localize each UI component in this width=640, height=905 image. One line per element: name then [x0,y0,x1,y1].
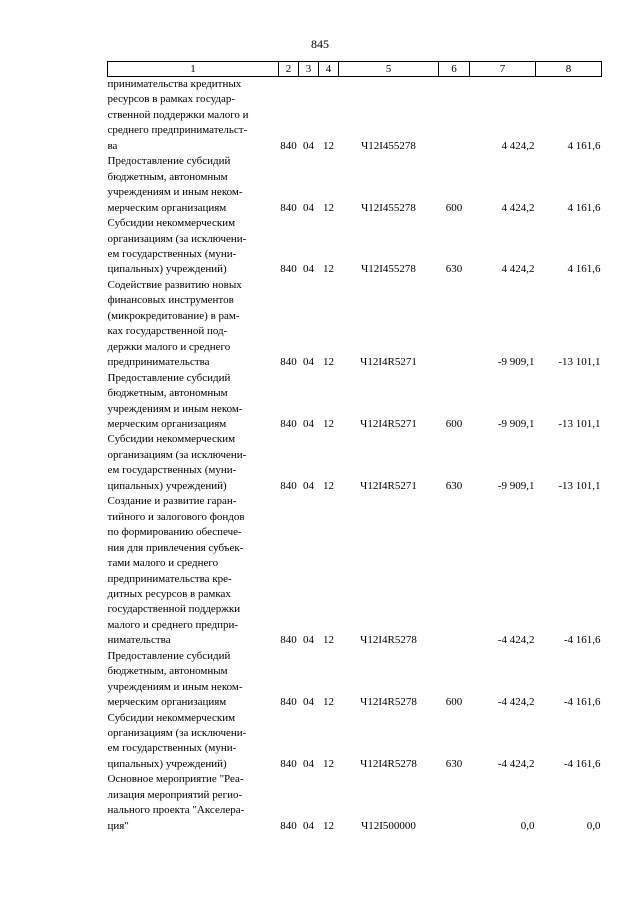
ministry-code: 840 [280,417,297,430]
section-code: 04 [303,479,314,492]
expense-type-code: 600 [445,417,463,430]
row-description [108,278,279,371]
description-line: бюджетным, автономным [107,665,228,678]
description-line: ципальных) учреждений) [107,757,227,770]
subsection-code: 12 [323,696,334,709]
amount-year-1: -9 909,1 [497,417,535,430]
table-row [108,711,602,773]
description-line: Содействие развитию новых [107,278,242,291]
description-line: учреждениям и иным неком- [107,402,243,415]
ministry-code: 840 [280,634,297,647]
section-code: 04 [303,356,314,369]
description-line: ственной поддержки малого и [107,108,249,121]
description-line: ем государственных (муни- [107,247,237,260]
column-header: 2 [279,62,299,77]
description-line: финансовых инструментов [107,294,234,307]
amount-year-2: -13 101,1 [558,356,601,369]
description-line: ва [107,139,118,152]
description-line: ресурсов в рамках государ- [107,93,236,106]
page-number: 845 [311,37,329,51]
ministry-code: 840 [280,479,297,492]
section-code: 04 [303,757,314,770]
table-row [108,154,602,216]
description-line: ципальных) учреждений) [107,479,227,492]
table-row [108,772,602,834]
section-code: 04 [303,139,314,152]
description-line: предпринимательства кре- [107,572,232,585]
description-line: тийного и залогового фондов [107,510,245,523]
expense-type-code [439,77,470,155]
description-line: ем государственных (муни- [107,464,237,477]
description-line: Предоставление субсидий [107,649,231,662]
column-header: 8 [536,62,602,77]
description-line: учреждениям и иным неком- [107,680,243,693]
column-header: 6 [439,62,470,77]
ministry-code: 840 [280,757,297,770]
amount-year-2: -13 101,1 [558,417,601,430]
target-article-code: Ч12I4R5271 [360,356,417,369]
target-article-code: Ч12I455278 [361,263,416,276]
amount-year-2: 4 161,6 [567,201,601,214]
table-body [108,77,602,835]
row-description [108,432,279,494]
amount-year-1: -4 424,2 [497,757,535,770]
target-article-code: Ч12I455278 [361,201,416,214]
expense-type-code [439,772,470,834]
section-code: 04 [303,417,314,430]
amount-year-2: -13 101,1 [558,479,601,492]
row-description [108,494,279,649]
expense-type-code [439,278,470,371]
expense-type-code: 630 [445,479,463,492]
description-line: лизация мероприятий регио- [107,788,243,801]
description-line: принимательства кредитных [107,78,242,90]
subsection-code: 12 [323,417,334,430]
section-code: 04 [303,201,314,214]
column-header: 3 [299,62,319,77]
ministry-code: 840 [280,696,297,709]
table-row [108,278,602,371]
description-line: Субсидии некоммерческим [107,711,236,724]
expense-type-code: 600 [445,696,463,709]
description-line: организациям (за исключени- [107,727,247,740]
row-description [108,772,279,834]
description-line: Основное мероприятие "Реа- [107,773,244,786]
ministry-code: 840 [280,819,297,832]
row-description [108,649,279,711]
target-article-code: Ч12I4R5278 [360,757,417,770]
description-line: мерческим организациям [107,417,227,430]
amount-year-1: 4 424,2 [501,139,535,152]
ministry-code: 840 [280,139,297,152]
table-row [108,649,602,711]
description-line: малого и среднего предпри- [107,618,239,631]
amount-year-2: 0,0 [586,819,601,832]
description-line: организациям (за исключени- [107,448,247,461]
amount-year-2: -4 161,6 [563,634,601,647]
row-description [108,77,279,155]
section-code: 04 [303,263,314,276]
subsection-code: 12 [323,479,334,492]
section-code: 04 [303,634,314,647]
amount-year-2: -4 161,6 [563,696,601,709]
column-header: 7 [470,62,536,77]
section-code: 04 [303,696,314,709]
table-row [108,432,602,494]
description-line: нального проекта "Акселера- [107,804,245,817]
amount-year-1: 4 424,2 [501,263,535,276]
description-line: Субсидии некоммерческим [107,433,236,446]
amount-year-1: -9 909,1 [497,479,535,492]
description-line: мерческим организациям [107,696,227,709]
description-line: Создание и развитие гаран- [107,495,237,508]
table-row [108,371,602,433]
subsection-code: 12 [323,139,334,152]
description-line: Предоставление субсидий [107,371,231,384]
amount-year-1: 4 424,2 [501,201,535,214]
budget-table [107,61,602,834]
ministry-code: 840 [280,356,297,369]
description-line: предпринимательства [107,356,210,369]
subsection-code: 12 [323,201,334,214]
column-header: 1 [108,62,279,77]
amount-year-1: -4 424,2 [497,634,535,647]
row-description [108,154,279,216]
target-article-code: Ч12I455278 [361,139,416,152]
expense-type-code [439,494,470,649]
column-header: 5 [339,62,439,77]
description-line: ция" [107,819,129,832]
description-line: ем государственных (муни- [107,742,237,755]
description-line: мерческим организациям [107,201,227,214]
column-header: 4 [319,62,339,77]
description-line: ках государственной под- [107,325,228,338]
row-description [108,216,279,278]
description-line: государственной поддержки [107,603,241,616]
amount-year-2: 4 161,6 [567,139,601,152]
description-line: ния для привлечения субъек- [107,541,244,554]
target-article-code: Ч12I4R5271 [360,417,417,430]
header-row [108,62,602,77]
subsection-code: 12 [323,356,334,369]
target-article-code: Ч12I4R5278 [360,696,417,709]
row-description [108,711,279,773]
description-line: держки малого и среднего [107,340,231,353]
target-article-code: Ч12I4R5278 [360,634,417,647]
amount-year-1: -9 909,1 [497,356,535,369]
subsection-code: 12 [323,263,334,276]
description-line: бюджетным, автономным [107,387,228,400]
expense-type-code: 630 [445,263,463,276]
expense-type-code: 630 [445,757,463,770]
subsection-code: 12 [323,634,334,647]
description-line: среднего предпринимательст- [107,124,248,137]
ministry-code: 840 [280,263,297,276]
subsection-code: 12 [323,819,334,832]
table-row [108,77,602,155]
table-row [108,494,602,649]
description-line: ципальных) учреждений) [107,263,227,276]
expense-type-code: 600 [445,201,463,214]
amount-year-1: -4 424,2 [497,696,535,709]
description-line: Предоставление субсидий [107,155,231,168]
ministry-code: 840 [280,201,297,214]
description-line: по формированию обеспече- [107,526,242,539]
amount-year-1: 0,0 [520,819,535,832]
subsection-code: 12 [323,757,334,770]
description-line: организациям (за исключени- [107,232,247,245]
target-article-code: Ч12I4R5271 [360,479,417,492]
description-line: нимательства [107,634,171,647]
description-line: учреждениям и иным неком- [107,186,243,199]
section-code: 04 [303,819,314,832]
description-line: дитных ресурсов в рамках [107,587,231,600]
amount-year-2: 4 161,6 [567,263,601,276]
amount-year-2: -4 161,6 [563,757,601,770]
description-line: (микрокредитование) в рам- [107,309,240,322]
table-row [108,216,602,278]
description-line: бюджетным, автономным [107,170,228,183]
row-description [108,371,279,433]
description-line: Субсидии некоммерческим [107,217,236,230]
description-line: тами малого и среднего [107,557,219,570]
target-article-code: Ч12I500000 [361,819,416,832]
